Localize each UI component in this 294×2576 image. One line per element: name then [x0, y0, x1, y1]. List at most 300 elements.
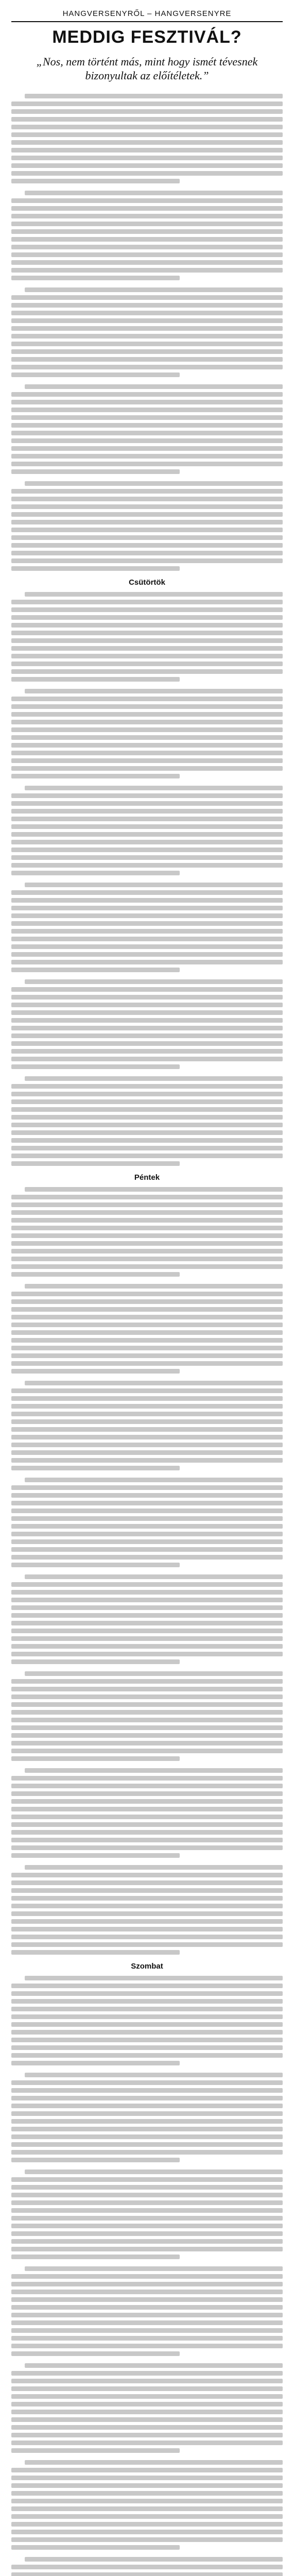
text-line-placeholder: [11, 2177, 283, 2182]
text-line-placeholder: [11, 2224, 283, 2228]
text-line-placeholder: [11, 1563, 180, 1567]
text-line-placeholder: [11, 125, 283, 129]
text-line-placeholder: [11, 1984, 283, 1988]
text-line-placeholder: [11, 1146, 283, 1150]
text-line-placeholder: [25, 2266, 283, 2271]
text-line-placeholder: [11, 1799, 283, 1804]
text-line-placeholder: [25, 1381, 283, 1385]
text-line-placeholder: [11, 2402, 283, 2406]
text-line-placeholder: [11, 2255, 180, 2259]
text-line-placeholder: [11, 156, 283, 160]
body-paragraph: [11, 1976, 283, 2065]
text-line-placeholder: [11, 720, 283, 724]
text-line-placeholder: [11, 171, 283, 176]
article-kicker: HANGVERSENYRŐL – HANGVERSENYRE: [11, 9, 283, 22]
text-line-placeholder: [11, 2239, 283, 2244]
text-line-placeholder: [11, 960, 283, 964]
text-line-placeholder: [11, 1107, 283, 1112]
text-line-placeholder: [11, 1241, 283, 1246]
text-line-placeholder: [25, 2460, 283, 2465]
text-line-placeholder: [25, 2557, 283, 2562]
text-line-placeholder: [11, 871, 180, 875]
text-line-placeholder: [11, 245, 283, 249]
text-line-placeholder: [11, 2410, 283, 2414]
text-line-placeholder: [11, 1003, 283, 1007]
text-line-placeholder: [11, 1991, 283, 1996]
text-line-placeholder: [11, 2297, 283, 2302]
section-heading-thursday: Csütörtök: [129, 578, 165, 587]
text-line-placeholder: [11, 937, 283, 941]
body-paragraph: [11, 979, 283, 1069]
text-line-placeholder: [11, 677, 180, 682]
text-line-placeholder: [11, 1501, 283, 1505]
text-line-placeholder: [25, 1768, 283, 1773]
text-line-placeholder: [11, 1636, 283, 1641]
text-line-placeholder: [11, 520, 283, 524]
text-line-placeholder: [11, 793, 283, 798]
text-line-placeholder: [11, 1292, 283, 1296]
text-line-placeholder: [11, 214, 283, 218]
text-line-placeholder: [11, 2104, 283, 2108]
text-line-placeholder: [11, 2537, 283, 2542]
text-line-placeholder: [11, 646, 283, 651]
text-line-placeholder: [11, 1927, 283, 1931]
text-line-placeholder: [11, 1272, 180, 1277]
text-line-placeholder: [11, 392, 283, 397]
text-line-placeholder: [11, 1323, 283, 1327]
thursday-body: [11, 592, 283, 1166]
text-line-placeholder: [25, 592, 283, 597]
text-line-placeholder: [25, 2073, 283, 2077]
text-line-placeholder: [11, 2468, 283, 2472]
text-line-placeholder: [11, 229, 283, 234]
text-line-placeholder: [11, 462, 283, 466]
text-line-placeholder: [11, 1853, 180, 1858]
text-line-placeholder: [11, 1049, 283, 1054]
text-line-placeholder: [11, 101, 283, 106]
text-line-placeholder: [11, 365, 283, 369]
text-line-placeholder: [11, 222, 283, 226]
text-line-placeholder: [11, 2200, 283, 2205]
text-line-placeholder: [11, 1233, 283, 1238]
text-line-placeholder: [11, 1450, 283, 1455]
text-line-placeholder: [11, 817, 283, 821]
text-line-placeholder: [11, 1942, 283, 1947]
text-line-placeholder: [11, 1687, 283, 1691]
text-line-placeholder: [11, 1388, 283, 1393]
text-line-placeholder: [11, 913, 283, 918]
text-line-placeholder: [11, 1822, 283, 1827]
text-line-placeholder: [11, 489, 283, 494]
body-paragraph: [11, 481, 283, 571]
text-line-placeholder: [11, 855, 283, 860]
text-line-placeholder: [11, 2506, 283, 2511]
text-line-placeholder: [11, 631, 283, 635]
text-line-placeholder: [11, 669, 283, 674]
text-line-placeholder: [11, 1756, 180, 1761]
text-line-placeholder: [11, 504, 283, 509]
text-line-placeholder: [11, 654, 283, 658]
text-line-placeholder: [11, 712, 283, 717]
text-line-placeholder: [11, 1493, 283, 1498]
text-line-placeholder: [11, 2344, 283, 2348]
text-line-placeholder: [11, 2231, 283, 2236]
text-line-placeholder: [11, 1123, 283, 1127]
text-line-placeholder: [11, 1582, 283, 1587]
text-line-placeholder: [25, 1284, 283, 1289]
text-line-placeholder: [11, 1516, 283, 1521]
text-line-placeholder: [11, 400, 283, 404]
text-line-placeholder: [11, 1084, 283, 1089]
text-line-placeholder: [11, 1605, 283, 1610]
section-heading-friday: Péntek: [134, 1173, 160, 1182]
text-line-placeholder: [11, 809, 283, 814]
text-line-placeholder: [11, 662, 283, 666]
text-line-placeholder: [11, 357, 283, 362]
text-line-placeholder: [11, 1404, 283, 1409]
text-line-placeholder: [11, 1524, 283, 1529]
body-paragraph: [11, 384, 283, 474]
body-paragraph: [11, 1381, 283, 1470]
text-line-placeholder: [11, 1904, 283, 1908]
text-line-placeholder: [11, 2514, 283, 2519]
text-line-placeholder: [11, 198, 283, 203]
text-line-placeholder: [11, 995, 283, 999]
text-line-placeholder: [11, 566, 180, 571]
text-line-placeholder: [11, 1427, 283, 1432]
body-paragraph: [11, 786, 283, 875]
text-line-placeholder: [11, 615, 283, 620]
text-line-placeholder: [11, 1694, 283, 1699]
text-line-placeholder: [11, 863, 283, 868]
text-line-placeholder: [11, 2216, 283, 2221]
text-line-placeholder: [11, 1598, 283, 1602]
text-line-placeholder: [11, 2491, 283, 2496]
text-line-placeholder: [11, 1880, 283, 1885]
text-line-placeholder: [11, 2313, 283, 2317]
text-line-placeholder: [11, 607, 283, 612]
text-line-placeholder: [11, 1396, 283, 1401]
text-line-placeholder: [11, 2134, 283, 2139]
text-line-placeholder: [11, 163, 283, 168]
text-line-placeholder: [11, 528, 283, 532]
text-line-placeholder: [25, 1478, 283, 1482]
text-line-placeholder: [11, 1264, 283, 1269]
text-line-placeholder: [11, 2425, 283, 2430]
text-line-placeholder: [11, 1815, 283, 1819]
text-line-placeholder: [11, 303, 283, 308]
body-paragraph: [11, 689, 283, 778]
text-line-placeholder: [11, 2530, 283, 2534]
text-line-placeholder: [11, 1776, 283, 1781]
text-line-placeholder: [11, 2282, 283, 2286]
body-paragraph: [11, 1768, 283, 1858]
text-line-placeholder: [11, 1555, 283, 1560]
text-line-placeholder: [11, 252, 283, 257]
text-line-placeholder: [11, 1041, 283, 1046]
text-line-placeholder: [11, 1161, 180, 1166]
body-paragraph: [11, 2363, 283, 2453]
text-line-placeholder: [11, 2022, 283, 2027]
text-line-placeholder: [11, 944, 283, 949]
text-line-placeholder: [11, 268, 283, 273]
text-line-placeholder: [11, 1057, 283, 1061]
text-line-placeholder: [11, 758, 283, 763]
text-line-placeholder: [11, 1018, 283, 1023]
text-line-placeholder: [11, 1532, 283, 1536]
text-line-placeholder: [11, 1330, 283, 1335]
text-line-placeholder: [11, 987, 283, 992]
text-line-placeholder: [11, 349, 283, 354]
text-line-placeholder: [11, 469, 180, 474]
text-line-placeholder: [11, 1725, 283, 1730]
text-line-placeholder: [11, 1621, 283, 1625]
text-line-placeholder: [11, 1807, 283, 1811]
text-line-placeholder: [11, 117, 283, 122]
text-line-placeholder: [11, 1838, 283, 1842]
text-line-placeholder: [11, 1718, 283, 1722]
text-line-placeholder: [25, 883, 283, 887]
text-line-placeholder: [11, 774, 180, 778]
body-paragraph: [11, 592, 283, 682]
body-paragraph: [11, 2460, 283, 2550]
text-line-placeholder: [11, 2247, 283, 2251]
text-line-placeholder: [11, 2290, 283, 2294]
text-line-placeholder: [11, 342, 283, 346]
text-line-placeholder: [11, 1226, 283, 1230]
text-line-placeholder: [11, 1195, 283, 1199]
section-heading-saturday: Szombat: [131, 1962, 163, 1971]
text-line-placeholder: [25, 384, 283, 389]
text-line-placeholder: [11, 1613, 283, 1618]
text-line-placeholder: [11, 1064, 180, 1069]
text-line-placeholder: [11, 801, 283, 806]
text-line-placeholder: [11, 2394, 283, 2399]
text-line-placeholder: [11, 408, 283, 412]
text-line-placeholder: [11, 1307, 283, 1312]
text-line-placeholder: [11, 2572, 283, 2576]
text-line-placeholder: [11, 1346, 283, 1350]
text-line-placeholder: [11, 2448, 180, 2453]
text-line-placeholder: [11, 1652, 283, 1656]
text-line-placeholder: [11, 276, 180, 280]
body-paragraph: [11, 287, 283, 377]
text-line-placeholder: [11, 824, 283, 829]
text-line-placeholder: [11, 148, 283, 152]
text-line-placeholder: [11, 1509, 283, 1513]
text-line-placeholder: [11, 1435, 283, 1439]
text-line-placeholder: [11, 2080, 283, 2085]
text-line-placeholder: [25, 689, 283, 693]
text-line-placeholder: [11, 1749, 283, 1753]
text-line-placeholder: [11, 497, 283, 501]
text-line-placeholder: [11, 2417, 283, 2422]
text-line-placeholder: [11, 2111, 283, 2116]
text-line-placeholder: [11, 2158, 180, 2162]
text-line-placeholder: [25, 481, 283, 486]
text-line-placeholder: [11, 260, 283, 265]
text-line-placeholder: [11, 2522, 283, 2527]
body-paragraph: [11, 2170, 283, 2259]
text-line-placeholder: [11, 237, 283, 242]
text-line-placeholder: [11, 2483, 283, 2488]
text-line-placeholder: [11, 697, 283, 701]
saturday-body: [11, 1976, 283, 2576]
text-line-placeholder: [25, 94, 283, 98]
text-line-placeholder: [11, 1257, 283, 1261]
text-line-placeholder: [25, 1671, 283, 1676]
text-line-placeholder: [11, 704, 283, 709]
text-line-placeholder: [11, 2096, 283, 2100]
body-paragraph: [11, 2073, 283, 2162]
text-line-placeholder: [11, 423, 283, 428]
text-line-placeholder: [11, 431, 283, 435]
text-line-placeholder: [11, 638, 283, 643]
text-line-placeholder: [11, 132, 283, 137]
text-line-placeholder: [11, 1092, 283, 1096]
text-line-placeholder: [11, 2379, 283, 2383]
text-line-placeholder: [11, 535, 283, 540]
body-paragraph: [11, 883, 283, 972]
body-paragraph: [11, 1478, 283, 1567]
text-line-placeholder: [11, 1590, 283, 1595]
text-line-placeholder: [11, 1644, 283, 1649]
text-line-placeholder: [11, 2150, 283, 2155]
body-paragraph: [11, 1574, 283, 1664]
text-line-placeholder: [11, 1999, 283, 2004]
body-paragraph: [11, 1671, 283, 1761]
text-line-placeholder: [11, 1935, 283, 1939]
text-line-placeholder: [11, 454, 283, 459]
text-line-placeholder: [11, 921, 283, 926]
text-line-placeholder: [11, 334, 283, 338]
text-line-placeholder: [11, 1873, 283, 1877]
body-paragraph: [11, 1284, 283, 1374]
text-line-placeholder: [11, 1702, 283, 1707]
text-line-placeholder: [25, 1574, 283, 1579]
body-paragraph: [11, 94, 283, 183]
text-line-placeholder: [25, 786, 283, 790]
text-line-placeholder: [11, 1911, 283, 1916]
text-line-placeholder: [11, 543, 283, 548]
text-line-placeholder: [11, 2053, 283, 2058]
text-line-placeholder: [11, 1099, 283, 1104]
text-line-placeholder: [11, 1845, 283, 1850]
text-line-placeholder: [11, 1679, 283, 1684]
text-line-placeholder: [11, 832, 283, 837]
text-line-placeholder: [25, 191, 283, 195]
text-line-placeholder: [11, 1315, 283, 1319]
text-line-placeholder: [11, 1130, 283, 1135]
text-line-placeholder: [11, 2320, 283, 2325]
text-line-placeholder: [11, 1896, 283, 1901]
text-line-placeholder: [11, 1202, 283, 1207]
text-line-placeholder: [11, 2433, 283, 2437]
text-line-placeholder: [11, 929, 283, 934]
text-line-placeholder: [11, 1629, 283, 1633]
text-line-placeholder: [11, 1791, 283, 1796]
text-line-placeholder: [11, 751, 283, 755]
text-line-placeholder: [11, 2441, 283, 2445]
text-line-placeholder: [25, 2363, 283, 2368]
text-line-placeholder: [11, 1033, 283, 1038]
text-line-placeholder: [11, 326, 283, 331]
text-line-placeholder: [25, 2170, 283, 2174]
text-line-placeholder: [11, 2386, 283, 2391]
intro-body: [11, 94, 283, 571]
text-line-placeholder: [11, 2274, 283, 2279]
text-line-placeholder: [11, 1353, 283, 1358]
text-line-placeholder: [11, 1733, 283, 1738]
text-line-placeholder: [11, 311, 283, 315]
text-line-placeholder: [11, 2351, 180, 2356]
text-line-placeholder: [11, 295, 283, 300]
text-line-placeholder: [11, 2336, 283, 2341]
text-line-placeholder: [11, 2088, 283, 2093]
body-paragraph: [11, 191, 283, 280]
text-line-placeholder: [11, 1138, 283, 1143]
text-line-placeholder: [11, 2371, 283, 2376]
text-line-placeholder: [11, 2142, 283, 2147]
text-line-placeholder: [11, 372, 180, 377]
text-line-placeholder: [11, 2119, 283, 2124]
text-line-placeholder: [11, 906, 283, 910]
text-line-placeholder: [11, 2328, 283, 2333]
body-paragraph: [11, 2266, 283, 2356]
text-line-placeholder: [25, 1865, 283, 1870]
text-line-placeholder: [11, 1919, 283, 1924]
text-line-placeholder: [11, 2061, 180, 2065]
text-line-placeholder: [11, 727, 283, 732]
text-line-placeholder: [11, 1830, 283, 1835]
text-line-placeholder: [11, 1419, 283, 1424]
text-line-placeholder: [11, 840, 283, 844]
text-line-placeholder: [11, 743, 283, 748]
text-line-placeholder: [11, 2030, 283, 2035]
text-line-placeholder: [11, 1154, 283, 1158]
text-line-placeholder: [11, 2305, 283, 2310]
text-line-placeholder: [11, 1741, 283, 1745]
text-line-placeholder: [11, 415, 283, 420]
text-line-placeholder: [11, 1361, 283, 1366]
text-line-placeholder: [11, 1369, 180, 1374]
text-line-placeholder: [11, 1539, 283, 1544]
text-line-placeholder: [11, 1659, 180, 1664]
text-line-placeholder: [11, 848, 283, 852]
text-line-placeholder: [11, 1466, 180, 1470]
text-line-placeholder: [11, 2045, 283, 2050]
text-line-placeholder: [11, 952, 283, 957]
text-line-placeholder: [11, 1888, 283, 1893]
text-line-placeholder: [11, 1249, 283, 1253]
text-line-placeholder: [25, 1076, 283, 1081]
text-line-placeholder: [25, 979, 283, 984]
article-lead: „Nos, nem történt más, mint hogy ismét tévesnek bizonyultak az előítéletek.”: [36, 55, 258, 82]
text-line-placeholder: [11, 2565, 283, 2569]
body-paragraph: [11, 2557, 283, 2576]
text-line-placeholder: [11, 2007, 283, 2011]
text-line-placeholder: [11, 1299, 283, 1304]
text-line-placeholder: [11, 206, 283, 211]
text-line-placeholder: [11, 898, 283, 903]
text-line-placeholder: [11, 2185, 283, 2190]
text-line-placeholder: [11, 1218, 283, 1223]
text-line-placeholder: [11, 1338, 283, 1343]
text-line-placeholder: [11, 890, 283, 895]
body-paragraph: [11, 1187, 283, 1277]
text-line-placeholder: [25, 1976, 283, 1980]
text-line-placeholder: [11, 438, 283, 443]
